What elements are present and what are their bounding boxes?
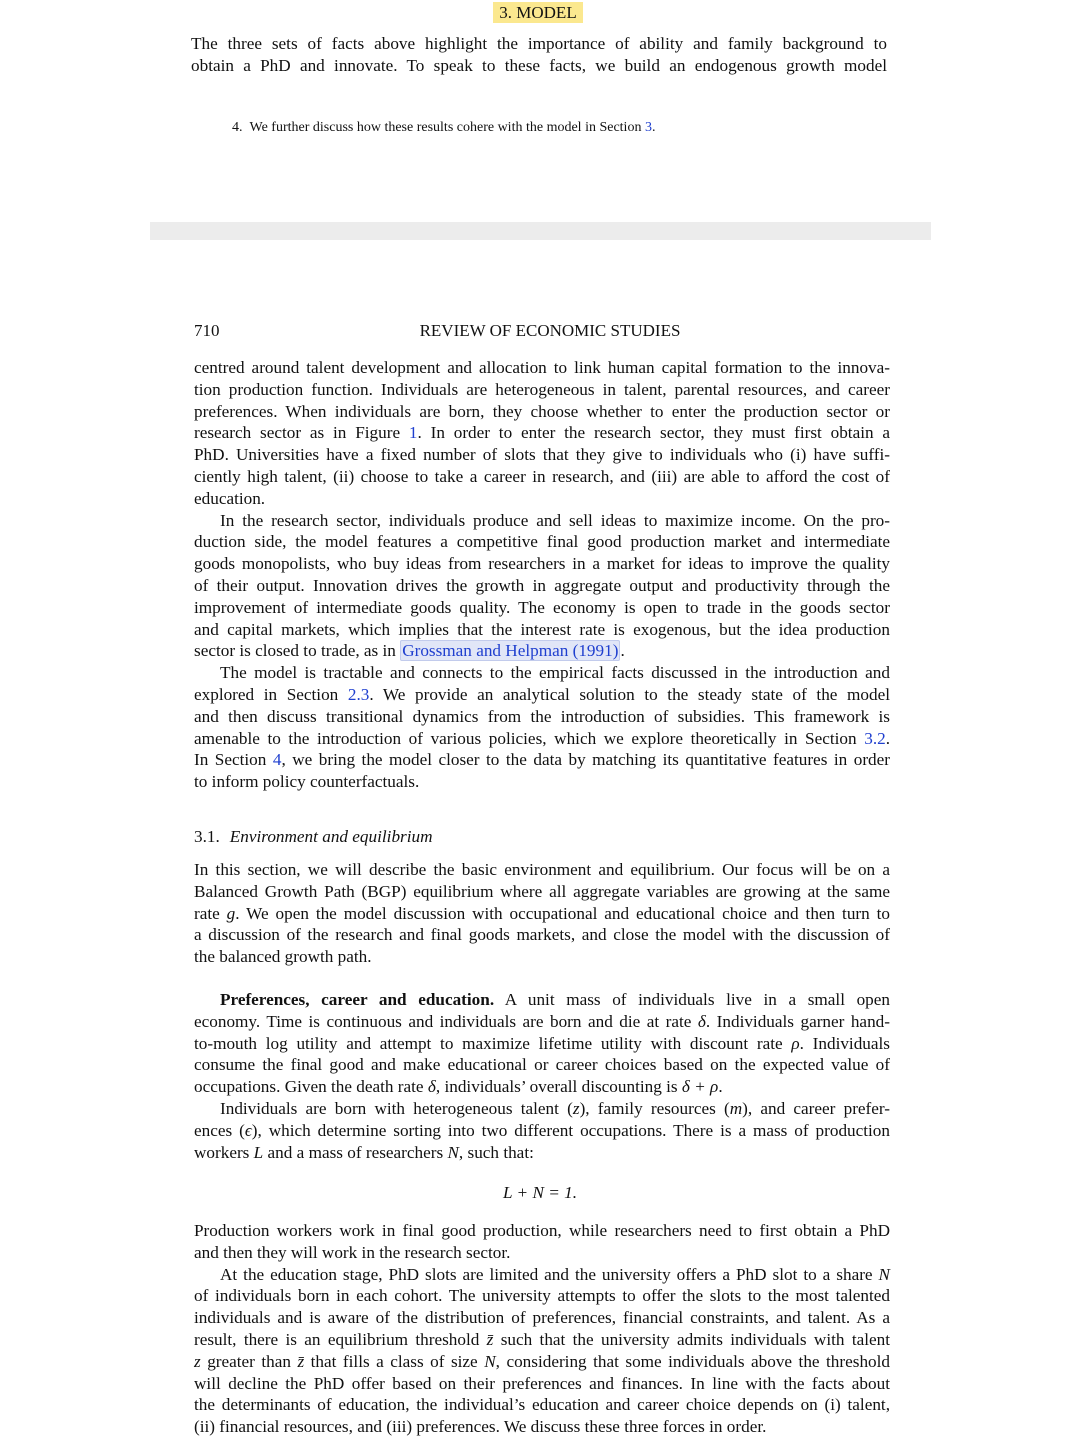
text-line: and capital markets, which implies that the interest rate is exogenous, but the idea production xyxy=(194,619,890,639)
text-run: In Section xyxy=(194,750,273,770)
text-line xyxy=(194,640,890,662)
text-line: individuals and is aware of the distribution of preferences, financial constraints, and talent. As a xyxy=(194,1308,890,1328)
math-var: z̄ xyxy=(297,1351,305,1371)
education-section xyxy=(194,1220,890,1438)
text-line xyxy=(194,1264,890,1286)
text-line xyxy=(194,749,890,771)
text-line: ciently high talent, (ii) choose to take a career in research, and (iii) are able to afford the cost of xyxy=(194,466,890,486)
text-run: workers xyxy=(194,1142,254,1162)
math-var: L xyxy=(253,1142,264,1162)
footnote xyxy=(232,119,655,137)
text-line: education. xyxy=(194,488,266,508)
text-line xyxy=(194,1120,890,1142)
text-run: ), which determine sorting into two different occupations. There is a mass of production xyxy=(251,1120,890,1140)
text-run: result, there is an equilibrium threshold xyxy=(194,1329,487,1349)
text-line: The model is tractable and connects to the empirical facts discussed in the introduction and xyxy=(220,663,890,683)
text-run: , such that: xyxy=(458,1142,534,1162)
text-run: . Individuals garner hand- xyxy=(705,1011,890,1031)
text-run: Individuals are born with heterogeneous talent ( xyxy=(220,1098,573,1118)
text-line: obtain a PhD and innovate. To speak to these facts, we build an endogenous growth model xyxy=(191,55,887,75)
text-line xyxy=(194,1033,890,1055)
text-run: A unit mass of individuals live in a small open xyxy=(494,990,890,1009)
footnote-text: We further discuss how these results cohere with the model in Section xyxy=(249,120,645,135)
section-number: 3.1. xyxy=(194,827,220,846)
equation-text: L + N = 1. xyxy=(503,1183,577,1202)
text-run: such that the university admits individuals with talent xyxy=(493,1329,890,1349)
text-run: research sector as in Figure xyxy=(194,423,409,443)
text-line: In this section, we will describe the basic environment and equilibrium. Our focus will be on a xyxy=(194,860,890,879)
text-run: . In order to enter the research sector, they must first obtain a xyxy=(417,423,891,443)
text-run: amenable to the introduction of various policies, which we explore theoretically in Section xyxy=(194,728,865,748)
text-run: . We open the model discussion with occupational and educational choice and then turn to xyxy=(235,903,890,923)
text-run: ), and career prefer- xyxy=(742,1098,891,1118)
text-line: and then they will work in the research sector. xyxy=(194,1242,511,1262)
math-var: N xyxy=(447,1142,459,1162)
text-line: will decline the PhD offer based on their preferences and finances. In line with the facts about xyxy=(194,1373,890,1393)
text-run: , considering that some individuals above the threshold xyxy=(495,1351,891,1371)
text-line xyxy=(194,989,890,1011)
citation-link[interactable]: Grossman and Helpman (1991) xyxy=(402,641,619,661)
footnote-end: . xyxy=(651,120,656,135)
text-line xyxy=(194,1142,890,1164)
math-var: N xyxy=(878,1264,890,1284)
text-run: ences ( xyxy=(194,1120,245,1140)
text-line xyxy=(194,728,890,750)
text-line xyxy=(194,903,890,925)
section-link[interactable]: 3.2 xyxy=(864,728,886,748)
text-line: tion production function. Individuals are heterogeneous in talent, parental resources, and career xyxy=(194,379,890,399)
text-run: to-mouth log utility and attempt to maximize lifetime utility with discount rate xyxy=(194,1033,792,1053)
text-line: centred around talent development and allocation to link human capital formation to the innova- xyxy=(194,358,890,377)
text-run: At the education stage, PhD slots are limited and the university offers a PhD slot to a share xyxy=(220,1264,879,1284)
top-paragraph xyxy=(191,33,887,77)
page-number: 710 xyxy=(194,321,220,340)
math-var: ϵ xyxy=(244,1120,252,1140)
math-var: z xyxy=(572,1098,580,1118)
equation xyxy=(440,1182,640,1204)
text-line: of their output. Innovation drives the growth in aggregate output and productivity through the xyxy=(194,575,890,595)
text-run: that fills a class of size xyxy=(304,1351,485,1371)
text-line xyxy=(194,1329,890,1351)
text-run: . xyxy=(620,641,625,661)
text-line: (ii) financial resources, and (iii) preferences. We discuss these three forces in order. xyxy=(194,1417,767,1437)
text-line: to inform policy counterfactuals. xyxy=(194,772,420,792)
text-run: and a mass of researchers xyxy=(263,1142,448,1162)
text-line: goods monopolists, who buy ideas from researchers in a market for ideas to improve the quality xyxy=(194,554,890,574)
text-line xyxy=(194,422,890,444)
math-var: m xyxy=(729,1098,743,1118)
text-line: PhD. Universities have a fixed number of slots that they give to individuals who (i) have suffi- xyxy=(194,445,890,465)
text-line: Balanced Growth Path (BGP) equilibrium where all aggregate variables are growing at the same xyxy=(194,881,890,901)
math-var: z xyxy=(194,1351,201,1371)
text-line xyxy=(194,1351,890,1373)
text-run: , individuals’ overall discounting is xyxy=(435,1077,682,1097)
text-run: . Individuals xyxy=(799,1033,890,1053)
text-line: the determinants of education, the individual’s education and career choice depends on (i) talent, xyxy=(194,1395,890,1415)
text-run: economy. Time is continuous and individuals are born and die at rate xyxy=(194,1011,698,1031)
math-var: g xyxy=(226,903,236,923)
text-run: . xyxy=(885,728,890,748)
intro-section xyxy=(194,357,890,793)
math-var: z̄ xyxy=(486,1329,494,1349)
journal-title: REVIEW OF ECONOMIC STUDIES xyxy=(419,321,681,340)
text-line: improvement of intermediate goods quality. The economy is open to trade in the goods sector xyxy=(194,597,890,617)
text-run: rate xyxy=(194,903,227,923)
figure-link[interactable]: 1 xyxy=(408,423,418,443)
text-line: In the research sector, individuals produce and sell ideas to maximize income. On the pro- xyxy=(220,510,890,530)
text-line: consume the final good and make educational or career choices based on the expected value of xyxy=(194,1055,890,1075)
text-run: explored in Section xyxy=(194,684,348,704)
text-line xyxy=(194,1011,890,1033)
section-link[interactable]: 2.3 xyxy=(347,684,370,704)
text-run: , we bring the model closer to the data by matching its quantitative features in order xyxy=(281,750,890,770)
text-line xyxy=(194,1076,890,1098)
math-var: N xyxy=(484,1351,496,1371)
text-run: greater than xyxy=(200,1351,298,1371)
running-title: 3. MODEL xyxy=(493,2,583,23)
text-line: The three sets of facts above highlight the importance of ability and family background to xyxy=(191,34,887,53)
math-var: δ xyxy=(427,1077,436,1097)
text-run: . We provide an analytical solution to the steady state of the model xyxy=(369,684,890,704)
text-line: the balanced growth path. xyxy=(194,947,372,967)
section-heading xyxy=(194,826,433,848)
text-line: a discussion of the research and final goods markets, and close the model with the discussion of xyxy=(194,925,890,945)
text-line: of individuals born in each cohort. The university attempts to offer the slots to the most talented xyxy=(194,1286,890,1306)
text-line: and then discuss transitional dynamics from the introduction of subsidies. This framework is xyxy=(194,706,890,726)
math-expression: δ + ρ xyxy=(681,1077,719,1097)
text-run: sector is closed to trade, as in xyxy=(194,641,401,661)
preferences-section xyxy=(194,989,890,1163)
page-separator xyxy=(150,222,931,240)
text-line xyxy=(194,684,890,706)
paragraph-heading: Preferences, career and education. xyxy=(220,990,495,1009)
text-line: preferences. When individuals are born, they choose whether to enter the production sector or xyxy=(194,401,890,421)
text-run: occupations. Given the death rate xyxy=(194,1077,428,1097)
text-line: Production workers work in final good production, while researchers need to first obtain a PhD xyxy=(194,1221,890,1240)
footnote-number: 4. xyxy=(232,120,243,135)
section-title: Environment and equilibrium xyxy=(229,827,433,846)
text-run: . xyxy=(718,1077,723,1097)
math-var: ρ xyxy=(791,1033,800,1053)
section-link[interactable]: 3 xyxy=(644,120,652,135)
section-intro xyxy=(194,859,890,968)
text-run: ), family resources ( xyxy=(579,1098,730,1118)
text-line: duction side, the model features a competitive final good production market and intermediate xyxy=(194,532,890,552)
text-line xyxy=(194,1098,890,1120)
math-var: δ xyxy=(697,1011,706,1031)
section-link[interactable]: 4 xyxy=(272,750,282,770)
